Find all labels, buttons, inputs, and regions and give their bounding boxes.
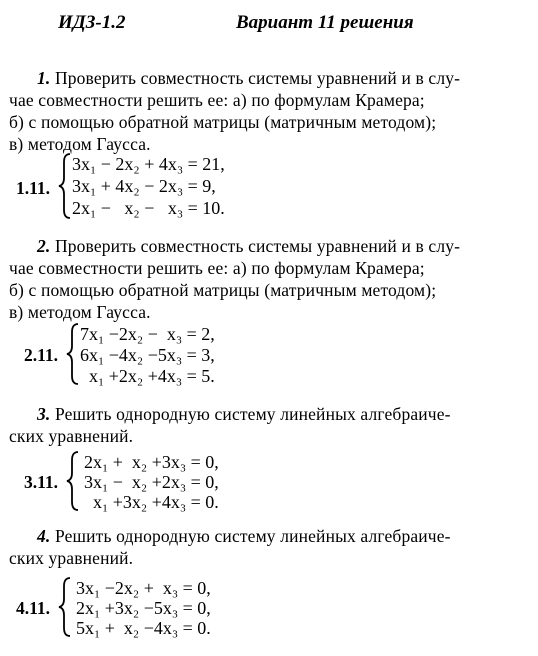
system-label: 1.11. xyxy=(16,178,51,198)
equation: 2x₁ + x₂ +3x₃ = 0, xyxy=(84,452,219,472)
task-text-line: 2. Проверить совместность системы уравнений и в слу- xyxy=(37,236,461,256)
task-number: 4. xyxy=(37,526,51,546)
left-brace xyxy=(66,322,80,386)
task-text-line: б) с помощью обратной матрицы (матричным методом); xyxy=(9,112,437,132)
equation: 3x₁ + 4x₂ − 2x₃ = 9, xyxy=(72,176,216,196)
task-text-line: 3. Решить однородную систему линейных алгебраиче- xyxy=(37,404,451,424)
task-number: 2. xyxy=(37,236,51,256)
equation: 3x₁ − 2x₂ + 4x₃ = 21, xyxy=(72,154,225,174)
left-brace xyxy=(58,576,72,638)
task-text-line: в) методом Гаусса. xyxy=(9,302,151,322)
equation: 5x₁ + x₂ −4x₃ = 0. xyxy=(76,618,211,638)
task-text-line: в) методом Гаусса. xyxy=(9,134,151,154)
task-text-line: чае совместности решить ее: а) по формулам Крамера; xyxy=(9,258,425,278)
equation: 2x₁ − x₂ − x₃ = 10. xyxy=(72,198,225,218)
system-label: 2.11. xyxy=(24,345,59,365)
task-text-line: чае совместности решить ее: а) по формулам Крамера; xyxy=(9,90,425,110)
equation: 2x₁ +3x₂ −5x₃ = 0, xyxy=(76,598,211,618)
system-label: 3.11. xyxy=(24,472,59,492)
assignment-title: ИДЗ-1.2 xyxy=(58,12,126,33)
task-text-line: 4. Решить однородную систему линейных алгебраиче- xyxy=(37,526,451,546)
page-header xyxy=(0,10,538,38)
equation: 3x₁ − x₂ +2x₃ = 0, xyxy=(84,472,219,492)
left-brace xyxy=(58,152,72,220)
task-number: 1. xyxy=(37,68,51,88)
system-label: 4.11. xyxy=(16,598,51,618)
equation: x₁ +2x₂ +4x₃ = 5. xyxy=(80,366,215,386)
task-text-line: ских уравнений. xyxy=(9,426,134,446)
equation: 6x₁ −4x₂ −5x₃ = 3, xyxy=(80,345,215,365)
left-brace xyxy=(66,450,80,512)
task-text-line: 1. Проверить совместность системы уравнений и в слу- xyxy=(37,68,461,88)
equation: 3x₁ −2x₂ + x₃ = 0, xyxy=(76,578,211,598)
task-text-line: б) с помощью обратной матрицы (матричным методом); xyxy=(9,280,437,300)
task-number: 3. xyxy=(37,404,51,424)
variant-heading: Вариант 11 решения xyxy=(236,12,414,33)
equation: x₁ +3x₂ +4x₃ = 0. xyxy=(84,492,219,512)
task-text-line: ских уравнений. xyxy=(9,548,134,568)
equation: 7x₁ −2x₂ − x₃ = 2, xyxy=(80,324,215,344)
